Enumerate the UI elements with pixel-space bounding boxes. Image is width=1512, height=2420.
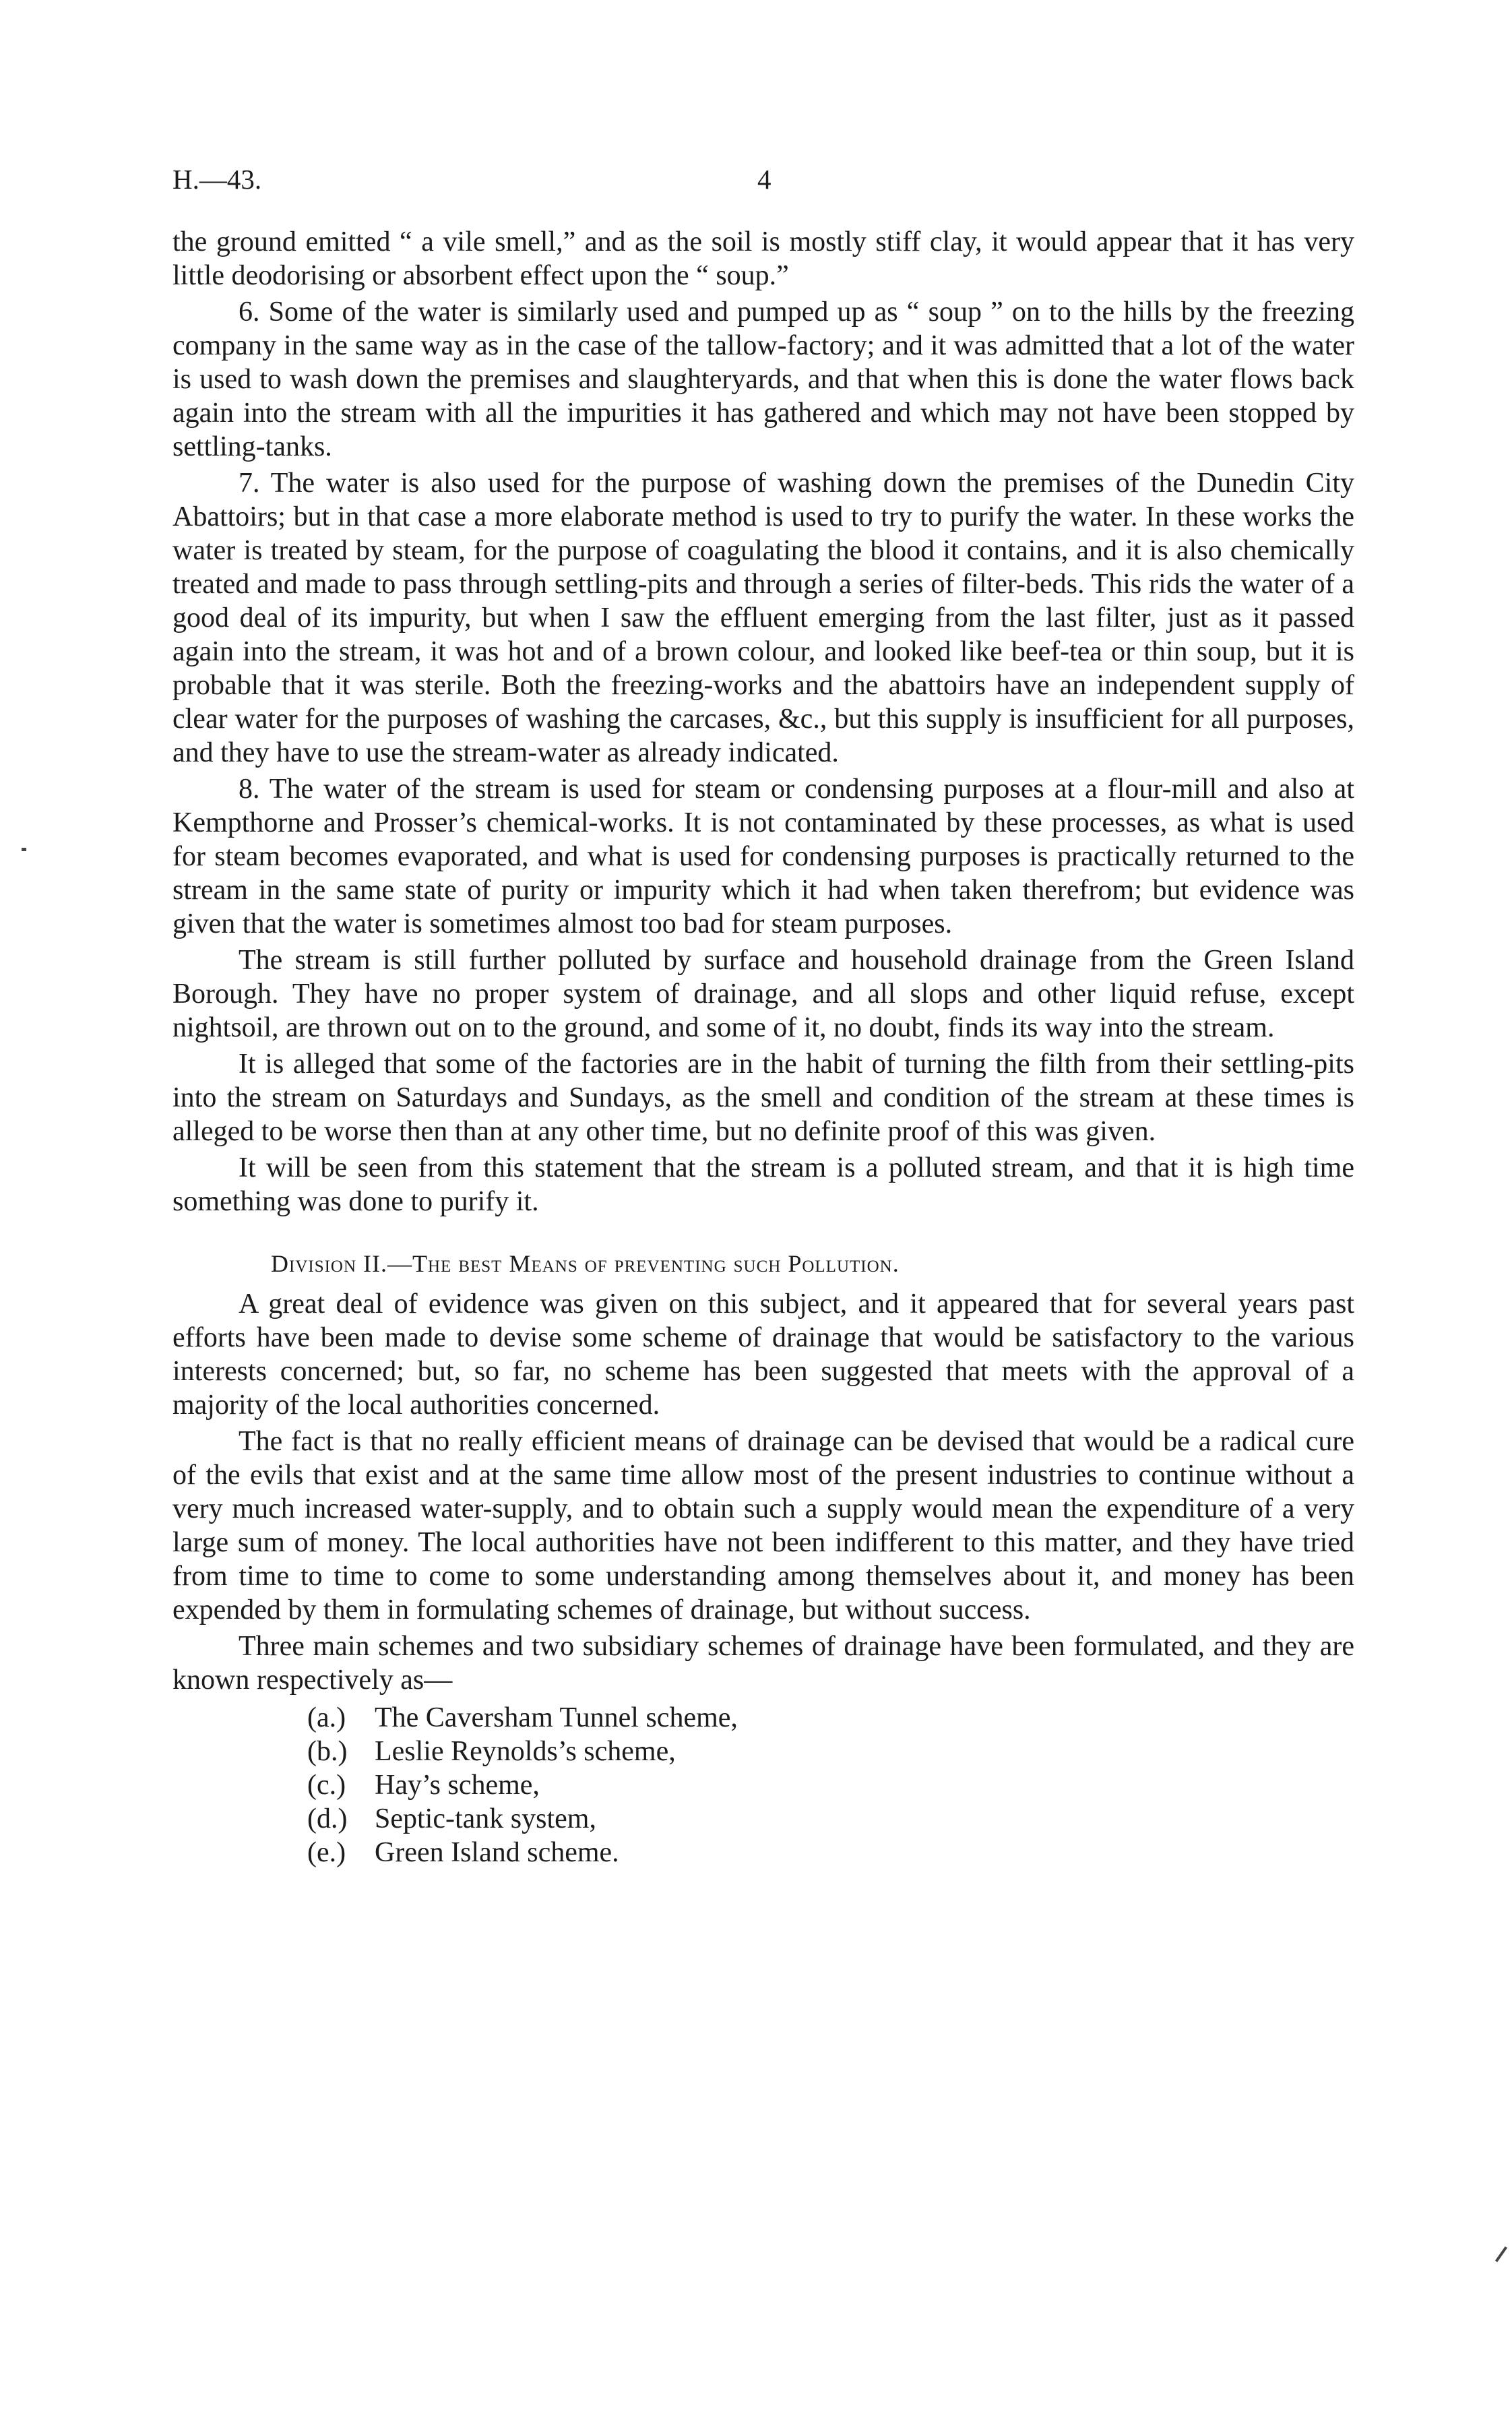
paragraph-6: 6. Some of the water is similarly used and pumped up as “ soup ” on to the hills by the freezing company in the same way as in the case of the tallow-factory; and it was admitted that a lot of the water is used to wash down the premises and slaughteryards, and that when this is done the water flows back again into the stream with all the impurities it has gathered and which may not have been stopped by settling-tanks. xyxy=(172,297,1354,462)
division-heading xyxy=(172,1247,1354,1280)
schemes-list xyxy=(172,1701,1354,1869)
list-item-text: Leslie Reynolds’s scheme, xyxy=(375,1736,676,1767)
paragraph-7: 7. The water is also used for the purpose of washing down the premises of the Dunedin City Abattoirs; but in that case a more elaborate method is used to try to purify the water. In these works the water is treated by steam, for the purpose of coagulating the blood it contains, and it is also chemically treated and made to pass through settling-pits and through a series of filter-beds. This rids the water of a good deal of its impurity, but when I saw the effluent emerging from the last filter, just as it passed again into the stream, it was hot and of a brown colour, and looked like beef-tea or thin soup, but it is probable that it was sterile. Both the freezing-works and the abattoirs have an independent supply of clear water for the purposes of washing the carcases, &c., but this supply is insufficient for all purposes, and they have to use the stream-water as already indicated. xyxy=(172,468,1354,768)
page-header xyxy=(172,159,1352,199)
body-text xyxy=(172,225,1354,1869)
list-item-text: Green Island scheme. xyxy=(375,1837,619,1868)
list-item xyxy=(307,1802,1354,1836)
list-item-label: (b.) xyxy=(307,1736,348,1767)
list-item-text: Hay’s scheme, xyxy=(375,1770,540,1801)
list-item-label: (c.) xyxy=(307,1770,346,1801)
paragraph-evidence: A great deal of evidence was given on this subject, and it appeared that for several years past efforts have been made to devise some scheme of drainage that would be satisfactory to the various interests concerned; but, so far, no scheme has been suggested that meets with the approval of a majority of the local authorities concerned. xyxy=(172,1289,1354,1421)
list-item xyxy=(307,1768,1354,1802)
document-code: H.—43. xyxy=(172,164,262,195)
list-item-text: The Caversham Tunnel scheme, xyxy=(375,1702,738,1733)
list-item-label: (e.) xyxy=(307,1837,346,1868)
list-item xyxy=(307,1836,1354,1869)
paragraph-green-island: The stream is still further polluted by surface and household drainage from the Green Island Borough. They have no proper system of drainage, and all slops and other liquid refuse, except nightsoil, are thrown out on to the ground, and some of it, no doubt, finds its way into the stream. xyxy=(172,945,1354,1043)
page-number: 4 xyxy=(757,164,771,195)
paragraph-8: 8. The water of the stream is used for steam or condensing purposes at a flour-mill and also at Kempthorne and Prosser’s chemical-works. It is not contaminated by these processes, as what is used for steam becomes evaporated, and what is used for condensing purposes is practically returned to the stream in the same state of purity or impurity which it had when taken therefrom; but evidence was given that the water is sometimes almost too bad for steam purposes. xyxy=(172,774,1354,939)
list-item-label: (d.) xyxy=(307,1803,348,1834)
paragraph-efficient-means: The fact is that no really efficient means of drainage can be devised that would be a radical cure of the evils that exist and at the same time allow most of the present industries to continue without a very much increased water-supply, and to obtain such a supply would mean the expenditure of a very large sum of money. The local authorities have not been indifferent to this matter, and they have tried from time to time to come to some understanding among themselves about it, and money has been expended by them in formulating schemes of drainage, but without success. xyxy=(172,1426,1354,1625)
paragraph-continuation: the ground emitted “ a vile smell,” and as the soil is mostly stiff clay, it would appear that it has very little deodorising or absorbent effect upon the “ soup.” xyxy=(172,226,1354,291)
division-heading-text: Division II.—The best Means of preventing such Pollution. xyxy=(271,1250,900,1277)
paragraph-conclusion: It will be seen from this statement that the stream is a polluted stream, and that it is high time something was done to purify it. xyxy=(172,1152,1354,1217)
scan-speck-left xyxy=(22,848,26,851)
paragraph-factories: It is alleged that some of the factories are in the habit of turning the filth from their settling-pits into the stream on Saturdays and Sundays, as the smell and condition of the stream at these times is alleged to be worse then than at any other time, but no definite proof of this was given. xyxy=(172,1049,1354,1147)
list-item xyxy=(307,1735,1354,1768)
paragraph-schemes-intro: Three main schemes and two subsidiary schemes of drainage have been formulated, and they are known respectively as— xyxy=(172,1631,1354,1696)
list-item xyxy=(307,1701,1354,1735)
list-item-text: Septic-tank system, xyxy=(375,1803,596,1834)
list-item-label: (a.) xyxy=(307,1702,346,1733)
scan-speck-right xyxy=(1495,2246,1507,2262)
